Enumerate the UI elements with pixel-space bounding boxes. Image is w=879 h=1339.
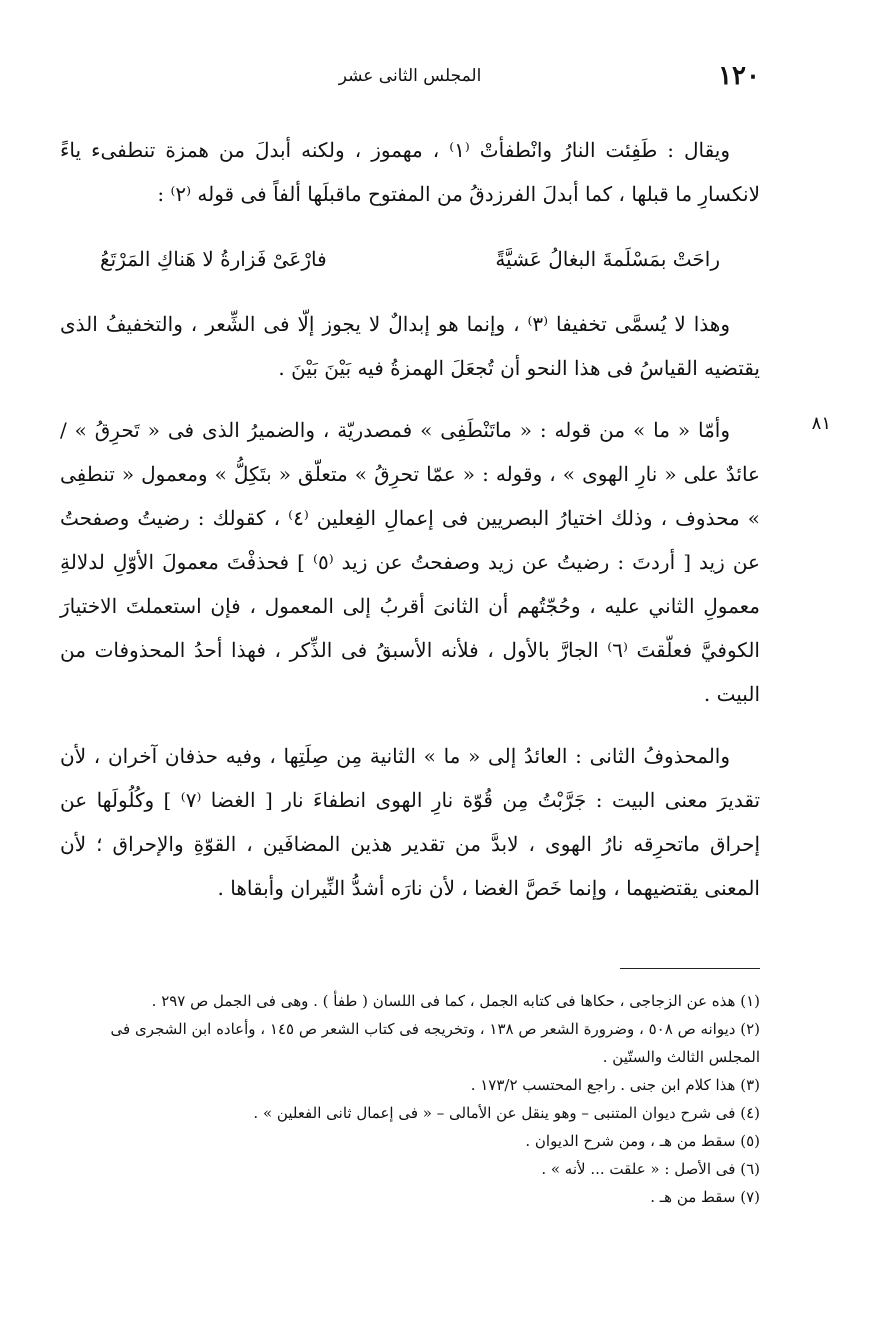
- page-header: [60, 58, 760, 94]
- footnote-3: (٣) هذا كلام ابن جنى . راجع المحتسب ١٧٣/٢ .: [470, 1076, 760, 1094]
- footnote-5: (٥) سقط من هـ ، ومن شرح الديوان .: [525, 1132, 760, 1150]
- paragraph-3: وأمّا « ما » من قوله : « ماتَنْطَفِى » فمصدريّة ، والضميرُ الذى فى « تَحرِقُ » / عائدٌ على « نارِ الهوى » ، وقوله : « عمّا تحرِقُ » متعلّق « بتَكِلُّ » ومعمول « تنطفِى » محذوف ، وذلك اختيارُ البصريين فى إعمالِ الفِعلين ⁽٤⁾ ، كقولك : رضيتُ وصفحتُ عن زيد [ أردتَ : رضيتُ عن زيد وصفحتُ عن زيد ⁽٥⁾ ] فحذفْتَ معمولَ الأوّلِ لدلالةِ معمولِ الثاني عليه ، وحُجّتُهم أن الثانىَ أقربُ إلى المعمول ، فإن استعملتَ الاختيارَ الكوفيَّ فعلّقتَ ⁽٦⁾ الجارَّ بالأول ، فلأنه الأسبقُ فى الذِّكر ، فهذا أحدُ المحذوفات من البيت .: [60, 418, 761, 706]
- paragraph-2: وهذا لا يُسمَّى تخفيفا ⁽٣⁾ ، وإنما هو إبدالٌ لا يجوز إلّا فى الشِّعر ، والتخفيفُ الذى يقتضيه القياسُ فى هذا النحو أن تُجعَلَ الهمزةُ فيه بَيْنَ بَيْنَ .: [60, 312, 760, 380]
- footnote-7: (٧) سقط من هـ .: [650, 1188, 760, 1206]
- poetry-verse: [60, 234, 760, 284]
- main-text: [60, 128, 760, 928]
- footnote-6: (٦) فى الأصل : « علقت ... لأنه » .: [541, 1160, 760, 1178]
- footnote-1: (١) هذه عن الزجاجى ، حكاها فى كتابه الجمل ، كما فى اللسان ( طفأ ) . وهى فى الجمل ص ٢٩٧ .: [151, 992, 760, 1010]
- footnote-2: (٢) ديوانه ص ٥٠٨ ، وضرورة الشعر ص ١٣٨ ، وتخريجه فى كتاب الشعر ص ١٤٥ ، وأعاده ابن الشجرى فى المجلس الثالث والستّين .: [110, 1020, 760, 1066]
- footnote-separator: [620, 968, 760, 969]
- paragraph-4: والمحذوفُ الثانى : العائدُ إلى « ما » الثانية مِن صِلَتِها ، وفيه حذفان آخران ، لأن تقديرَ معنى البيت : جَرَّبْتُ مِن قُوّة نارِ الهوى انطفاءَ نار [ الغضا ⁽٧⁾ ] وكُلُولَها عن إحراق ماتحرِقه نارُ الهوى ، لابدَّ من تقدير هذين المضافَين ، القوّةِ والإحراق ؛ لأن المعنى يقتضيهما ، وإنما خَصَّ الغضا ، لأن نارَه أشدُّ النِّيران وأبقاها .: [60, 744, 761, 900]
- verse-second-hemistich: فارْعَىْ فَزارةُ لا هَناكِ المَرْتَعُ: [100, 247, 327, 271]
- footnote-4: (٤) فى شرح ديوان المتنبى – وهو ينقل عن الأمالى – « فى إعمال ثانى الفعلين » .: [253, 1104, 760, 1122]
- paragraph-1: ويقال : طَفِئت النارُ وانْطفأتْ ⁽١⁾ ، مهموز ، ولكنه أبدلَ من همزة تنطفىء ياءً لانكسارِ ما قبلها ، كما أبدلَ الفرزدقُ من المفتوح ماقبلَها ألفاً فى قوله ⁽٢⁾ :: [60, 138, 760, 206]
- footnotes: [60, 968, 760, 1211]
- running-title: المجلس الثانى عشر: [338, 66, 482, 86]
- page-number: ١٢٠: [718, 61, 760, 91]
- verse-first-hemistich: راحَتْ بمَسْلَمةَ البغالُ عَشيَّةً: [495, 247, 720, 271]
- margin-folio-number: ٨١: [811, 413, 831, 434]
